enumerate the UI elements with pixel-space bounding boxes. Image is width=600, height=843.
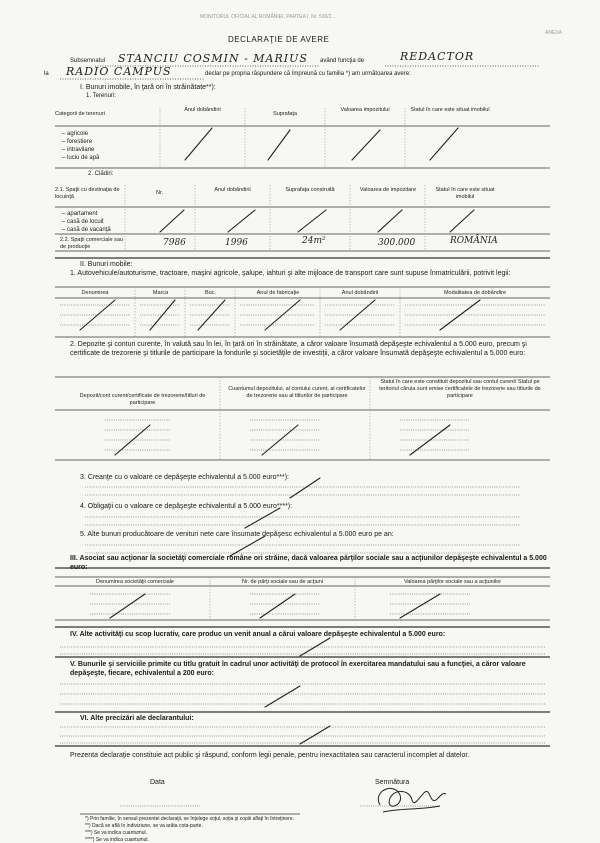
subsemnatul-label: Subsemnatul [70,58,106,64]
employer-name: RADIO CAMPUS [66,65,172,78]
col-marca: Marca [152,290,169,296]
footnote-item: ****) Se va indica cuantumul. [85,837,149,843]
col-statul-cladiri: Statul în care este situat imobilul [435,187,495,200]
list-item: – casă de locuit [62,219,104,225]
col-denumirea: Denumirea [81,290,109,296]
terenuri-subtitle: 1. Terenuri: [86,93,116,99]
list-item: – apartament [62,211,98,217]
list-item: – intravilane [62,147,95,153]
alte-bunuri-label: 5. Alte bunuri producătoare de venituri nete care însumate depăşesc echivalentul a 5.000 euro pe an: [80,531,394,538]
col-buc: Buc. [204,290,216,296]
col-nr-parti: Nr. de părţi sociale sau de acţiuni [241,579,324,585]
obligatii-label: 4. Obligaţii cu o valoare ce depăşeşte echivalentul a 5.000 euro****): [80,503,293,510]
col-statul-depozit: Statul în care este constituit depozitul sau contul curent/ Statul pe teritoriul căruia sunt emise certificatele de trezorerie sau titlurile de participare [379,379,541,399]
section-1-title: I. Bunuri imobile, în ţară ori în străinătate**): [80,84,216,91]
spatii-stat-value: ROMÂNIA [450,236,498,246]
signature-drawing [378,788,446,812]
cladiri-row-label: 2.1. Spaţii cu destinaţia de locuinţă [55,187,120,200]
col-nr: Nr. [155,190,164,196]
footnote-item: *) Prin familie, în sensul prezentei declaraţii, se înţelege soţul, soţia şi copiii aflaţi în întreţinere. [85,816,294,822]
col-anul-dobandirii: Anul dobândirii [341,290,379,296]
col-suprafata: Suprafaţa [273,111,297,117]
page-title: DECLARAŢIE DE AVERE [228,35,330,44]
col-suprafata-cladiri: Suprafaţa construită [285,187,335,193]
list-item: – forestiere [62,139,93,145]
depozite-paragraph: 2. Depozite şi conturi curente, în valută sau în lei, în ţară ori în străinătate, a căror valoare însumată depăşeşte echivalentul a 5.000 euro, precum şi certificate de trezorerie şi titlurile de participare la fondurile şi societăţile de investiţii, a căror valoare însumată depăşeşte echivalentul a 5.000 euro: [70,341,527,357]
list-item: – casă de vacanţă [62,227,111,233]
top-banner: MONITORUL OFICIAL AL ROMÂNIEI, PARTEA I, Nr. 500/2... [200,14,336,20]
col-denumirea-societatii: Denumirea societăţii comerciale [96,579,174,585]
col-valoarea-cladiri: Valoarea de impozitare [359,187,417,193]
spatii-suprafata-value: 24m² [302,236,326,246]
col-valoarea: Valoarea impozitului [340,107,390,113]
spatii-comerciale-label: 2.2. Spaţii comerciale sau de producţie [60,237,123,250]
semnatura-label: Semnătura [375,779,410,786]
cladiri-subtitle: 2. Clădiri: [88,171,114,177]
section-4-title: IV. Alte activităţi cu scop lucrativ, care produc un venit anual a cărui valoare depăşeşte echivalentul a 5.000 euro: [70,631,446,638]
section-6-title: VI. Alte precizări ale declarantului: [80,715,194,722]
col-anul: Anul dobândirii [184,107,221,113]
annex-label: ANEXA [545,30,562,36]
terenuri-row-list [62,130,99,162]
col-categorii: Categorii de terenuri [55,111,105,117]
handwritten-strikes [80,128,480,744]
data-label: Data [150,779,165,786]
spatii-valoare-value: 300.000 [378,238,416,248]
col-cuantumul: Cuantumul depozitului, al contului curent, al certificatelor de trezorerie sau al titlurilor de participare [228,386,366,399]
footnotes [85,816,294,843]
creante-label: 3. Creanţe cu o valoare ce depăşeşte echivalentul a 5.000 euro***): [80,474,289,481]
list-item: – luciu de apă [62,155,100,161]
section-2-title: II. Bunuri mobile: [80,261,133,268]
col-statul: Statul în care este situat imobilul [410,107,490,113]
col-valoarea-partilor: Valoarea părţilor sociale sau a acţiunilor [403,579,502,585]
list-item: – agricole [62,131,89,137]
declarant-function: REDACTOR [400,50,475,63]
col-anul-fabricatie: Anul de fabricaţie [256,290,300,296]
la-label: la [44,71,49,77]
vehicule-paragraph: 1. Autovehicule/autoturisme, tractoare, maşini agricole, şalupe, iahturi şi alte mijloace de transport care sunt supuse înmatriculării, potrivit legii: [70,270,511,277]
closing-statement: Prezenta declaraţie constituie act public şi răspund, conform legii penale, pentru inexactitatea sau caracterul incomplet al datelor. [70,752,470,759]
function-label: având funcţia de [320,58,365,64]
declar-text: declar pe propria răspundere că împreună cu familia *) am următoarea avere: [205,71,411,77]
section-3-title: III. Asociat sau acţionar la societăţi comerciale române ori străine, dacă valoarea părţilor sociale sau a acţiunilor depăşeşte echivalentul a 5.000 euro: [70,555,547,571]
footnote-item: ***) Se va indica cuantumul. [85,830,147,836]
cladiri-row-list [62,210,111,234]
section-5-title: V. Bunurile şi serviciile primite cu titlu gratuit în cadrul unor activităţi de protocol în exercitarea mandatului sau a funcţiei, a căror valoare depăşeşte, fiecare, echivalentul a 200 euro: [70,661,526,677]
col-modalitatea: Modalitatea de dobândire [443,290,507,296]
col-anul-cladiri: Anul dobândirii [214,187,251,193]
footnote-item: **) Dacă se află în indiviziune, se va arăta cota-parte. [85,823,203,829]
spatii-nr-value: 7986 [163,238,186,248]
declarant-name: STANCIU COSMIN - MARIUS [118,52,308,65]
spatii-an-value: 1996 [225,238,248,248]
col-depozit: Depozit/cont curent/certificate de trezorerie/titluri de participare [79,393,206,406]
